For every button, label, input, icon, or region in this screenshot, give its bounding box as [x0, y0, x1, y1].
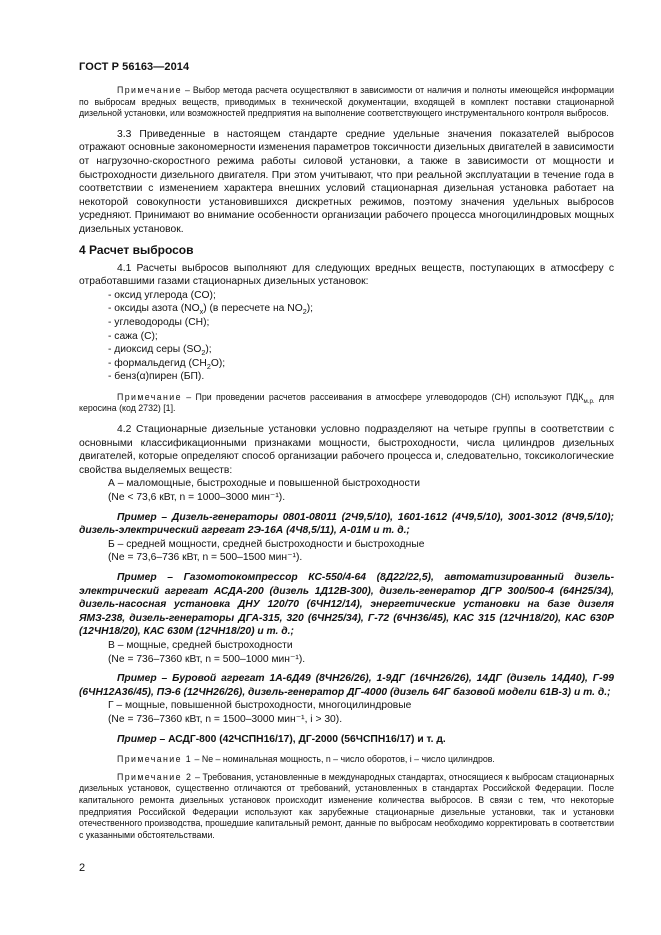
note-label: Примечание 2 — [117, 771, 193, 782]
note-pdk: Примечание – При проведении расчетов рассеивания в атмосфере углеводородов (CH) используют $ПДК_{м.р.}$ для керосина (код 2732) [1]. — [79, 391, 614, 414]
note-1: Примечание 1 – Nе – номинальная мощность, n – число оборотов, i – число цилиндров. — [117, 754, 495, 765]
section-title: 4 Расчет выбросов — [79, 242, 194, 257]
group-title: Г – мощные, повышенной быстроходности, многоцилиндровые — [108, 700, 412, 712]
note-text: – Выбор метода расчета осуществляют в зависимости от наличия и полноты имеющейся информации по выбросам вредных веществ, приводимых в технической документации, входящей в комплект поставки стационарной дизельной установки, или возможностей предприятия на выполнение соответствующего инструментального контроля выбросов. — [79, 85, 614, 119]
note-label: Примечание — [117, 391, 182, 402]
group-title: В – мощные, средней быстроходности — [108, 639, 293, 651]
list-item: - диоксид серы $(SO_2)$; — [108, 344, 212, 358]
list-item: - оксиды азота $(NO_x)$ (в пересчете на $NO_2$); — [108, 303, 314, 317]
paragraph-3-3: 3.3 Приведенные в настоящем стандарте средние удельные значения показателей выбросов отражают основные закономерности изменения параметров токсичности дизельных двигателей в зависимости от нагрузочно-скоростного режима работы силовой установки, а также в зависимости от мощности и быстроходности дизельного двигателя. При этом учитывают, что при реальной эксплуатации в течение года в соответствии с изменением характера внешних условий стационарная дизельная установка работает на некоторой совокупности установившихся дискретных режимов, поэтому значения удельных выбросов усредняют. Принимают во внимание особенности организации рабочего процесса многоцилиндровых мощных дизельных установок. — [79, 128, 614, 235]
note-intro — [79, 85, 614, 120]
substance-list — [79, 289, 614, 384]
page-content — [79, 85, 614, 841]
note-label: Примечание — [117, 85, 182, 95]
group-title: Б – средней мощности, средней быстроходности и быстроходные — [108, 538, 425, 550]
group-example: Пример – Газомотокомпрессор КС-550/4-64 (8Д22/22,5), автоматизированный дизель-электрический агрегат АСДА-200 (дизель 1Д12В-300), дизель-генератор ДГР 300/500-4 (64Н25/34), дизель-насосная установка ДНУ 120/70 (6ЧН12/14), энергетические установки на базе дизеля ЯМЗ-238, дизель-генераторы ДГА-315, 320 (6ЧН25/34), Г-72 (6ЧН36/45), КАС 315 (12ЧН18/20), КАС 630Р (12ЧН18/20), КАС 630М (12ЧН18/20) и т. д.; — [79, 572, 614, 638]
paragraph-4-2: 4.2 Стационарные дизельные установки условно подразделяют на четыре группы в соответствии с основными классификационными признаками мощности, быстроходности, числа цилиндров дизельных двигателей, которые определяют способ организации рабочего процесса и, следовательно, токсикологические свойства выделяемых веществ: — [79, 424, 614, 476]
group-parameters: (Nе = 73,6–736 кВт, n = 500–1500 мин⁻¹). — [108, 552, 303, 564]
list-item: - сажа (C); — [108, 330, 158, 342]
page-number: 2 — [79, 862, 86, 874]
list-item: - формальдегид $(CH_2O)$; — [108, 357, 226, 371]
group-parameters: (Nе = 736–7360 кВт, n = 1500–3000 мин⁻¹, i > 30). — [108, 713, 343, 725]
group-title: А – маломощные, быстроходные и повышенной быстроходности — [108, 478, 421, 490]
group-g — [79, 699, 614, 746]
group-example: Пример – Буровой агрегат 1А-6Д49 (8ЧН26/26), 1-9ДГ (16ЧН26/26), 14ДГ (дизель 14Д40), Г-99 (6ЧН12А36/45), ПЭ-6 (12ЧН26/26), дизель-генератор ДГ-4000 (дизель 64Г базовой модели 61В-3) и т. д.; — [79, 673, 614, 698]
group-a — [79, 477, 614, 537]
list-item: - углеводороды (CH); — [108, 316, 210, 328]
paragraph-4-1: 4.1 Расчеты выбросов выполняют для следующих вредных веществ, поступающих в атмосферу с отработавшими газами стационарных дизельных установок: — [79, 262, 614, 288]
document-header: ГОСТ Р 56163—2014 — [79, 61, 190, 73]
list-item: - бенз(α)пирен (БП). — [108, 371, 205, 383]
group-v — [79, 639, 614, 699]
list-item: - оксид углерода (CO); — [108, 289, 216, 301]
note-label: Примечание 1 — [117, 754, 193, 765]
group-example: Пример – Дизель-генераторы 0801-08011 (2Ч9,5/10), 1601-1612 (4Ч9,5/10), 3001-3012 (8Ч9,5/10); дизель-электрический агрегат 2Э-16А (4Ч8,5/11), А-01М и т. д.; — [79, 511, 614, 537]
group-parameters: (Nе < 73,6 кВт, n = 1000–3000 мин⁻¹). — [108, 492, 286, 504]
note-2: Примечание 2 – Требования, установленные в международных стандартах, относящиеся к выбросам стационарных дизельных установок, существенно отличаются от требований, установленных в стандартах Российской Федерации. После капитального ремонта дизельных установок происходит изменение количества выбросов. В связи с тем, что некоторые предприятия Российской Федерации используют как зарубежные стационарные дизельные установки, так и установки отечественного производства, прошедшие капитальный ремонт, данные по выбросам необходимо корректировать в соответствии с указанными обстоятельствами. — [79, 771, 614, 840]
group-b — [79, 538, 614, 639]
group-example: Пример – АСДГ-800 (42ЧСПН16/17), ДГ-2000 (56ЧСПН16/17) и т. д. — [117, 733, 446, 745]
group-parameters: (Nе = 736–7360 кВт, n = 500–1000 мин⁻¹). — [108, 653, 306, 665]
